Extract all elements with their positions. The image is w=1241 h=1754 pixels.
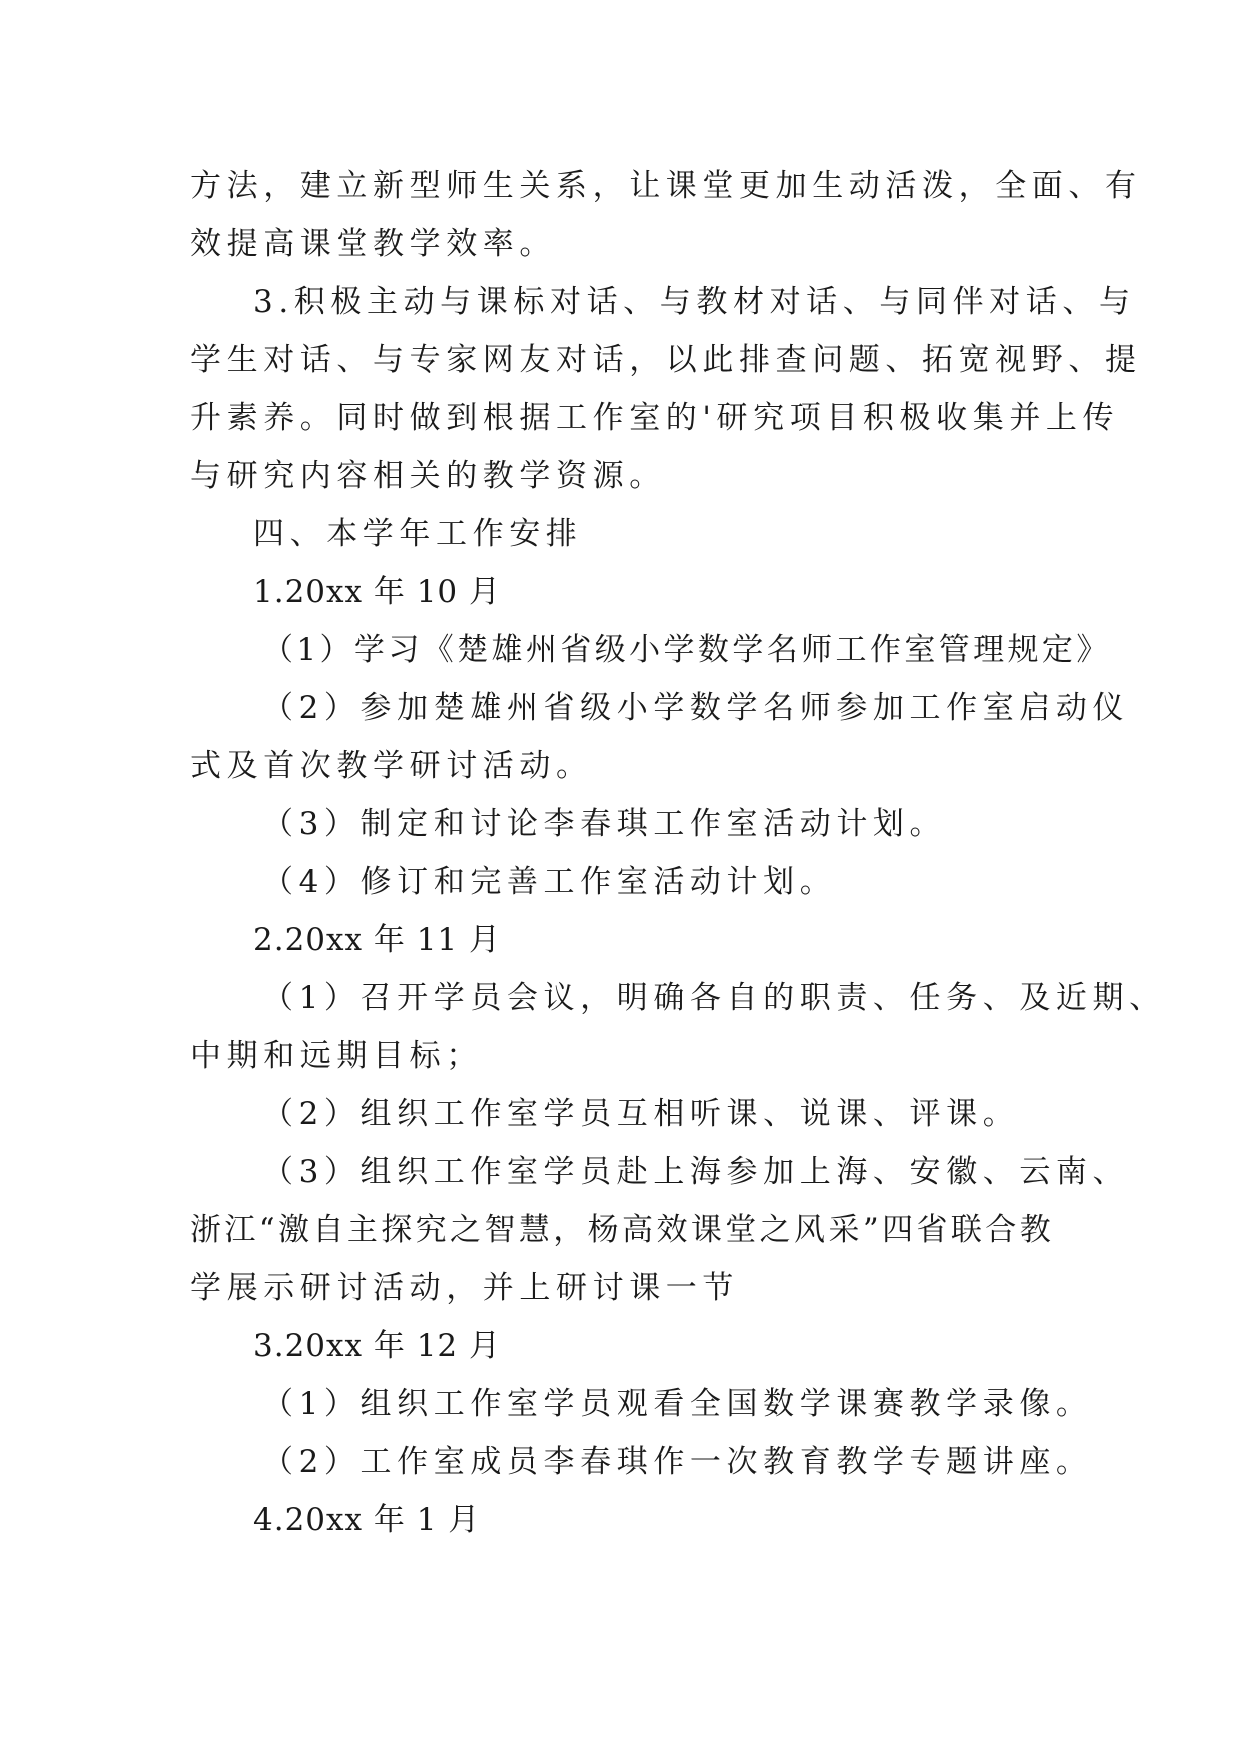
list-item: （1）召开学员会议，明确各自的职责、任务、及近期、 (262, 980, 1166, 1016)
paragraph-line: 效提高课堂教学效率。 (190, 226, 556, 262)
paragraph-line: 升素养。同时做到根据工作室的'研究项目积极收集并上传 (190, 400, 1120, 436)
list-item-continuation: 学展示研讨活动，并上研讨课一节 (190, 1270, 739, 1306)
list-item: （3）组织工作室学员赴上海参加上海、安徽、云南、 (262, 1154, 1130, 1190)
list-item: （3）制定和讨论李春琪工作室活动计划。 (262, 806, 947, 842)
list-item: （4）修订和完善工作室活动计划。 (262, 864, 837, 900)
month-heading: 2.20xx 年 11 月 (253, 922, 501, 958)
paragraph-line: 与研究内容相关的教学资源。 (190, 458, 666, 494)
month-heading: 3.20xx 年 12 月 (253, 1328, 501, 1364)
paragraph-line: 方法，建立新型师生关系，让课堂更加生动活泼，全面、有 (190, 168, 1142, 204)
list-item: （2）参加楚雄州省级小学数学名师参加工作室启动仪 (262, 690, 1130, 726)
list-item-continuation: 中期和远期目标； (190, 1038, 483, 1074)
paragraph-line: 学生对话、与专家网友对话，以此排查问题、拓宽视野、提 (190, 342, 1142, 378)
list-item-continuation: 浙江“激自主探究之智慧，杨高效课堂之风采”四省联合教 (190, 1212, 1055, 1248)
list-item: （2）工作室成员李春琪作一次教育教学专题讲座。 (262, 1444, 1093, 1480)
section-heading: 四、本学年工作安排 (253, 516, 583, 552)
list-item-continuation: 式及首次教学研讨活动。 (190, 748, 593, 784)
list-item: （1）组织工作室学员观看全国数学课赛教学录像。 (262, 1386, 1093, 1422)
paragraph-line: 3.积极主动与课标对话、与教材对话、与同伴对话、与 (253, 284, 1136, 320)
list-item: （1）学习《楚雄州省级小学数学名师工作室管理规定》 (262, 632, 1111, 668)
month-heading: 4.20xx 年 1 月 (253, 1502, 481, 1538)
list-item: （2）组织工作室学员互相听课、说课、评课。 (262, 1096, 1020, 1132)
month-heading: 1.20xx 年 10 月 (253, 574, 501, 610)
